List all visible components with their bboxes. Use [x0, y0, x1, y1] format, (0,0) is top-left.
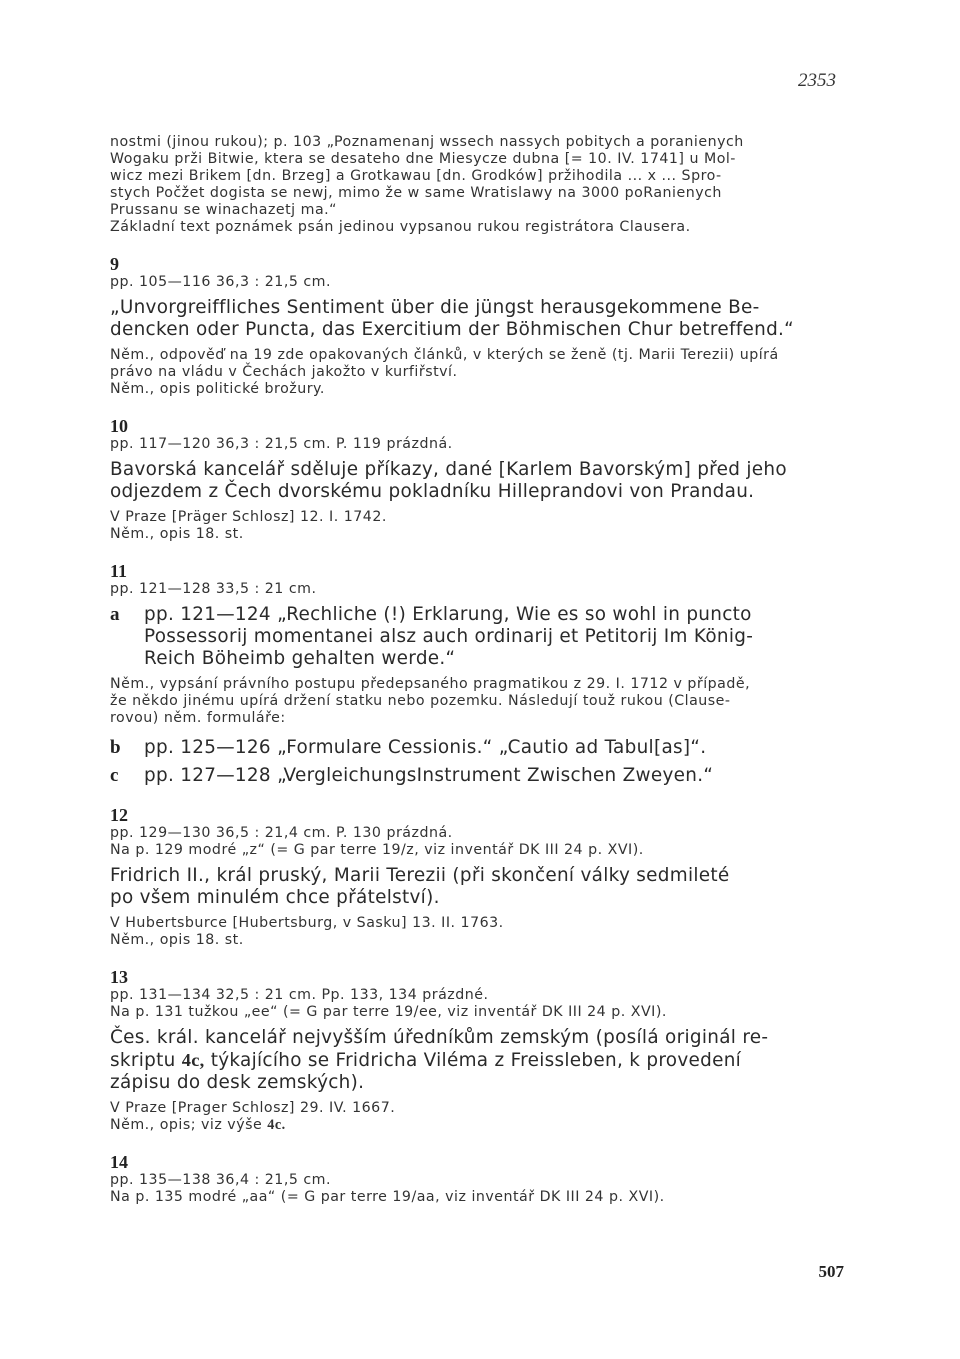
entry-note [110, 1117, 842, 1134]
subentry-c [110, 765, 842, 787]
subentry-a [110, 604, 842, 670]
entry-pages: pp. 131—134 32,5 : 21 cm. Pp. 133, 134 prázdné. [110, 987, 489, 1003]
entry-note: Něm., vypsání právního postupu předepsaného pragmatikou z 29. I. 1712 v případě, [110, 676, 751, 692]
entry-title-line: zápisu do desk zemských). [110, 1072, 365, 1093]
intro-basis: Základní text poznámek psán jedinou vypsanou rukou registrátora Clausera. [110, 219, 691, 235]
subentry-letter: c [110, 765, 119, 786]
entry-mark: Na p. 131 tužkou „ee“ (= G par terre 19/ee, viz inventář DK III 24 p. XVI). [110, 1004, 667, 1020]
entry-note: Něm., odpověď na 19 zde opakovaných článků, v kterých se ženě (tj. Marii Terezii) upírá [110, 347, 779, 363]
entry-place-date: V Praze [Prager Schlosz] 29. IV. 1667. [110, 1100, 396, 1116]
entry-9 [110, 254, 842, 398]
intro-line: nostmi (jinou rukou); p. 103 „Poznamenanj wssech nassych pobitych a poranienych [110, 134, 744, 150]
subentry-line: Possessorij momentanei alsz auch ordinarij et Petitorij Im König- [144, 626, 754, 647]
note-text: Něm., opis; viz výše [110, 1117, 268, 1133]
entry-title-line: „Unvorgreiffliches Sentiment über die jüngst herausgekommene Be- [110, 297, 760, 318]
subentry-line: pp. 127—128 „VergleichungsInstrument Zwischen Zweyen.“ [144, 765, 714, 786]
entry-title-line: dencken oder Puncta, das Exercitium der Böhmischen Chur betreffend.“ [110, 319, 795, 340]
title-text: skriptu [110, 1050, 182, 1071]
intro-line: Prussanu se winachazetj ma.“ [110, 202, 338, 218]
page-number: 2353 [798, 70, 836, 91]
entry-number: 10 [110, 416, 128, 436]
entry-place-date: V Praze [Präger Schlosz] 12. I. 1742. [110, 509, 387, 525]
entry-pages: pp. 135—138 36,4 : 21,5 cm. [110, 1172, 332, 1188]
intro-line: stych Počžet dogista se newj, mimo že w same Wratislawy na 3000 poRanienych [110, 185, 722, 201]
subentry-line: pp. 125—126 „Formulare Cessionis.“ „Cautio ad Tabul[as]“. [144, 737, 707, 758]
entry-title-line: Čes. král. kancelář nejvyšším úředníkům zemským (posílá originál re- [110, 1027, 769, 1048]
entry-10 [110, 416, 842, 543]
entry-note: Něm., opis 18. st. [110, 932, 244, 948]
entry-note: rovou) něm. formuláře: [110, 710, 286, 726]
content [110, 134, 842, 1206]
subentry-letter: b [110, 737, 121, 758]
subentry-letter: a [110, 604, 120, 625]
entry-11 [110, 561, 842, 787]
entry-pages: pp. 105—116 36,3 : 21,5 cm. [110, 274, 332, 290]
entry-title-line [110, 1049, 842, 1072]
entry-mark: Na p. 129 modré „z“ (= G par terre 19/z, viz inventář DK III 24 p. XVI). [110, 842, 644, 858]
entry-13 [110, 967, 842, 1134]
entry-title-line: po všem minulém chce přátelství). [110, 887, 440, 908]
entry-note: že někdo jinému upírá držení statku nebo pozemku. Následují touž rukou (Clause- [110, 693, 731, 709]
entry-title-line: Bavorská kancelář sděluje příkazy, dané [Karlem Bavorským] před jeho [110, 459, 787, 480]
entry-pages: pp. 117—120 36,3 : 21,5 cm. P. 119 prázdná. [110, 436, 453, 452]
entry-note: právo na vládu v Čechách jakožto v kurfiřství. [110, 364, 458, 380]
entry-pages: pp. 121—128 33,5 : 21 cm. [110, 581, 317, 597]
entry-number: 11 [110, 561, 128, 581]
footer-page-number: 507 [818, 1262, 844, 1281]
intro-line: Wogaku prži Bitwie, ktera se desateho dne Miesycze dubna [= 10. IV. 1741] u Mol- [110, 151, 736, 167]
entry-place-date: V Hubertsburce [Hubertsburg, v Sasku] 13. II. 1763. [110, 915, 504, 931]
intro-block [110, 134, 842, 236]
subentry-line: pp. 121—124 „Rechliche (!) Erklarung, Wie es so wohl in puncto [144, 604, 752, 625]
entry-title-line: Fridrich II., král pruský, Marii Terezii (při skončení války sedmileté [110, 865, 730, 886]
subentry-line: Reich Böheimb gehalten werde.“ [144, 648, 456, 669]
entry-pages: pp. 129—130 36,5 : 21,4 cm. P. 130 prázdná. [110, 825, 453, 841]
entry-14 [110, 1152, 842, 1206]
entry-mark: Na p. 135 modré „aa“ (= G par terre 19/aa, viz inventář DK III 24 p. XVI). [110, 1189, 665, 1205]
entry-number: 13 [110, 967, 128, 987]
entry-number: 9 [110, 254, 119, 274]
reference-link: 4c, [181, 1050, 205, 1070]
entry-number: 14 [110, 1152, 128, 1172]
entry-note: Něm., opis politické brožury. [110, 381, 325, 397]
entry-title-line: odjezdem z Čech dvorskému pokladníku Hilleprandovi von Prandau. [110, 481, 755, 502]
reference-link: 4c. [267, 1117, 286, 1133]
entry-note: Něm., opis 18. st. [110, 526, 244, 542]
intro-line: wicz mezi Brikem [dn. Brzeg] a Grotkawau [dn. Grodków] pržihodila ... x ... Spro- [110, 168, 722, 184]
title-text: týkajícího se Fridricha Viléma z Freissleben, k provedení [204, 1050, 742, 1071]
entry-number: 12 [110, 805, 128, 825]
subentry-b [110, 737, 842, 759]
entry-12 [110, 805, 842, 949]
